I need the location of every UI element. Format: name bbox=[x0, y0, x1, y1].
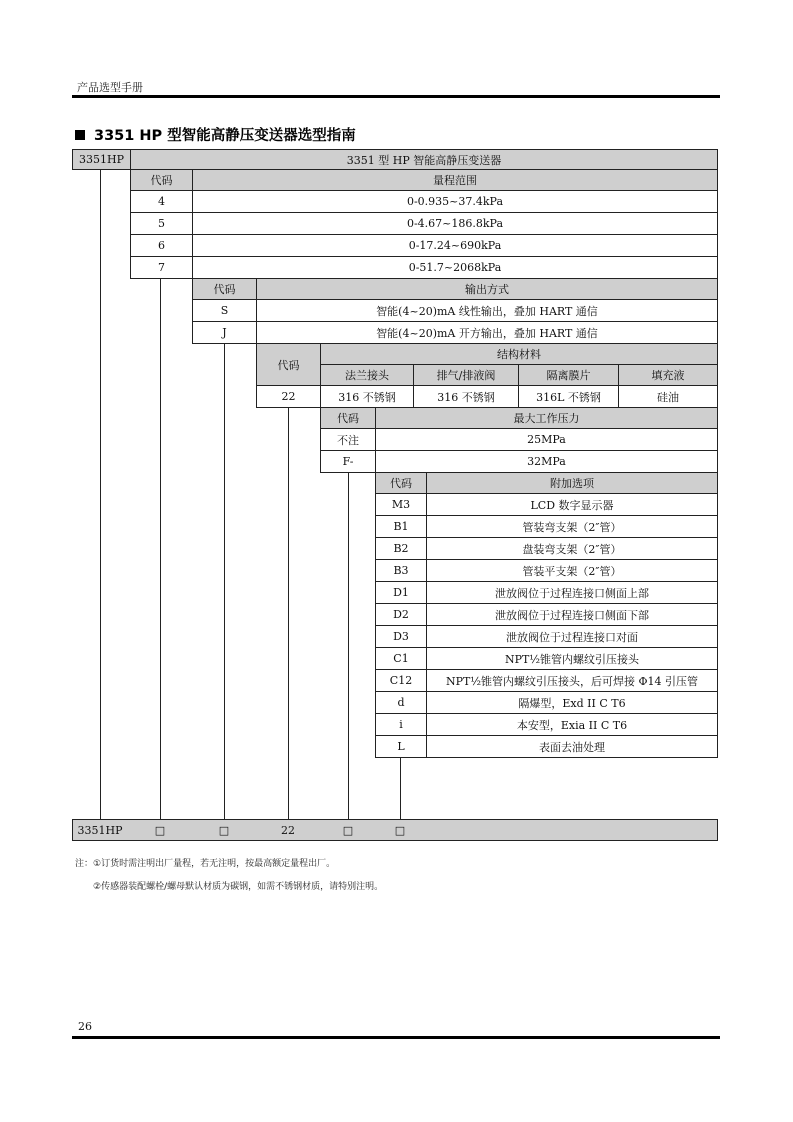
options-row-d2-value: 泄放阀位于过程连接口侧面下部 bbox=[426, 603, 718, 626]
range-row-4-value: 0-0.935~37.4kPa bbox=[192, 190, 718, 213]
range-code-header: 代码 bbox=[130, 169, 193, 191]
material-column-flange: 法兰接头 bbox=[320, 364, 414, 386]
material-row-vent-valve: 316 不锈钢 bbox=[413, 385, 519, 408]
model-code-cell: 3351HP bbox=[72, 149, 131, 170]
options-row-b3-value: 管装平支架（2″管） bbox=[426, 559, 718, 582]
material-column-diaphragm: 隔离膜片 bbox=[518, 364, 619, 386]
options-row-c1-value: NPT½锥管内螺纹引压接头 bbox=[426, 647, 718, 670]
options-row-m3-code: M3 bbox=[375, 493, 427, 516]
material-row-flange: 316 不锈钢 bbox=[320, 385, 414, 408]
header-rule bbox=[72, 95, 720, 98]
range-row-5-value: 0-4.67~186.8kPa bbox=[192, 212, 718, 235]
options-row-b3-code: B3 bbox=[375, 559, 427, 582]
example-output-placeholder: □ bbox=[214, 821, 234, 839]
range-row-5-code: 5 bbox=[130, 212, 193, 235]
options-row-m3-value: LCD 数字显示器 bbox=[426, 493, 718, 516]
material-code-header: 代码 bbox=[256, 343, 321, 386]
range-row-6-value: 0-17.24~690kPa bbox=[192, 234, 718, 257]
output-row-s-value: 智能(4~20)mA 线性输出，叠加 HART 通信 bbox=[256, 299, 718, 322]
example-range-placeholder: □ bbox=[150, 821, 170, 839]
output-row-j-code: J bbox=[192, 321, 257, 344]
connector-line-pressure bbox=[348, 472, 349, 820]
options-row-c12-value: NPT½锥管内螺纹引压接头，后可焊接 Φ14 引压管 bbox=[426, 669, 718, 692]
range-label-header: 量程范围 bbox=[192, 169, 718, 191]
options-row-d2-code: D2 bbox=[375, 603, 427, 626]
options-row-b1-code: B1 bbox=[375, 515, 427, 538]
square-bullet-icon bbox=[75, 130, 85, 140]
options-row-d-code: d bbox=[375, 691, 427, 714]
options-row-i-value: 本安型，Exia II C T6 bbox=[426, 713, 718, 736]
options-row-d3-value: 泄放阀位于过程连接口对面 bbox=[426, 625, 718, 648]
options-row-c1-code: C1 bbox=[375, 647, 427, 670]
page-number: 26 bbox=[78, 1020, 92, 1033]
options-row-b2-value: 盘装弯支架（2″管） bbox=[426, 537, 718, 560]
pressure-row-none-code: 不注 bbox=[320, 428, 376, 451]
footnote-2: ②传感器装配螺栓/螺母默认材质为碳钢，如需不锈钢材质，请特别注明。 bbox=[93, 882, 384, 892]
pressure-label-header: 最大工作压力 bbox=[375, 407, 718, 429]
material-row-fill-fluid: 硅油 bbox=[618, 385, 718, 408]
range-row-7-code: 7 bbox=[130, 256, 193, 279]
range-row-7-value: 0-51.7~2068kPa bbox=[192, 256, 718, 279]
options-row-d1-code: D1 bbox=[375, 581, 427, 604]
pressure-code-header: 代码 bbox=[320, 407, 376, 429]
material-row-code: 22 bbox=[256, 385, 321, 408]
footnote-1: 注：①订货时需注明出厂量程，若无注明，按最高额定量程出厂。 bbox=[75, 859, 336, 869]
material-column-fill-fluid: 填充液 bbox=[618, 364, 718, 386]
options-row-b1-value: 管装弯支架（2″管） bbox=[426, 515, 718, 538]
connector-line-model bbox=[100, 169, 101, 820]
material-column-vent-valve: 排气/排液阀 bbox=[413, 364, 519, 386]
page-title-text: 3351 HP 型智能高静压变送器选型指南 bbox=[94, 128, 356, 144]
output-label-header: 输出方式 bbox=[256, 278, 718, 300]
model-name-cell: 3351 型 HP 智能高静压变送器 bbox=[130, 149, 718, 170]
output-row-j-value: 智能(4~20)mA 开方输出，叠加 HART 通信 bbox=[256, 321, 718, 344]
material-label-header: 结构材料 bbox=[320, 343, 718, 365]
options-row-d3-code: D3 bbox=[375, 625, 427, 648]
output-row-s-code: S bbox=[192, 299, 257, 322]
options-row-i-code: i bbox=[375, 713, 427, 736]
range-row-4-code: 4 bbox=[130, 190, 193, 213]
material-row-diaphragm: 316L 不锈钢 bbox=[518, 385, 619, 408]
options-row-b2-code: B2 bbox=[375, 537, 427, 560]
example-pressure-placeholder: □ bbox=[338, 821, 358, 839]
example-options-placeholder: □ bbox=[390, 821, 410, 839]
options-row-c12-code: C12 bbox=[375, 669, 427, 692]
range-row-6-code: 6 bbox=[130, 234, 193, 257]
footer-rule bbox=[72, 1036, 720, 1039]
options-row-d-value: 隔爆型，Exd II C T6 bbox=[426, 691, 718, 714]
connector-line-output bbox=[224, 343, 225, 820]
options-row-d1-value: 泄放阀位于过程连接口侧面上部 bbox=[426, 581, 718, 604]
options-label-header: 附加选项 bbox=[426, 472, 718, 494]
output-code-header: 代码 bbox=[192, 278, 257, 300]
example-material-code: 22 bbox=[276, 821, 300, 839]
page-title bbox=[75, 124, 356, 145]
running-header: 产品选型手册 bbox=[77, 81, 143, 94]
pressure-row-none-value: 25MPa bbox=[375, 428, 718, 451]
example-model: 3351HP bbox=[74, 821, 126, 839]
options-row-l-value: 表面去油处理 bbox=[426, 735, 718, 758]
connector-line-range bbox=[160, 278, 161, 820]
connector-line-material bbox=[288, 407, 289, 820]
connector-line-options bbox=[400, 757, 401, 820]
options-row-l-code: L bbox=[375, 735, 427, 758]
pressure-row-f-value: 32MPa bbox=[375, 450, 718, 473]
options-code-header: 代码 bbox=[375, 472, 427, 494]
pressure-row-f-code: F- bbox=[320, 450, 376, 473]
